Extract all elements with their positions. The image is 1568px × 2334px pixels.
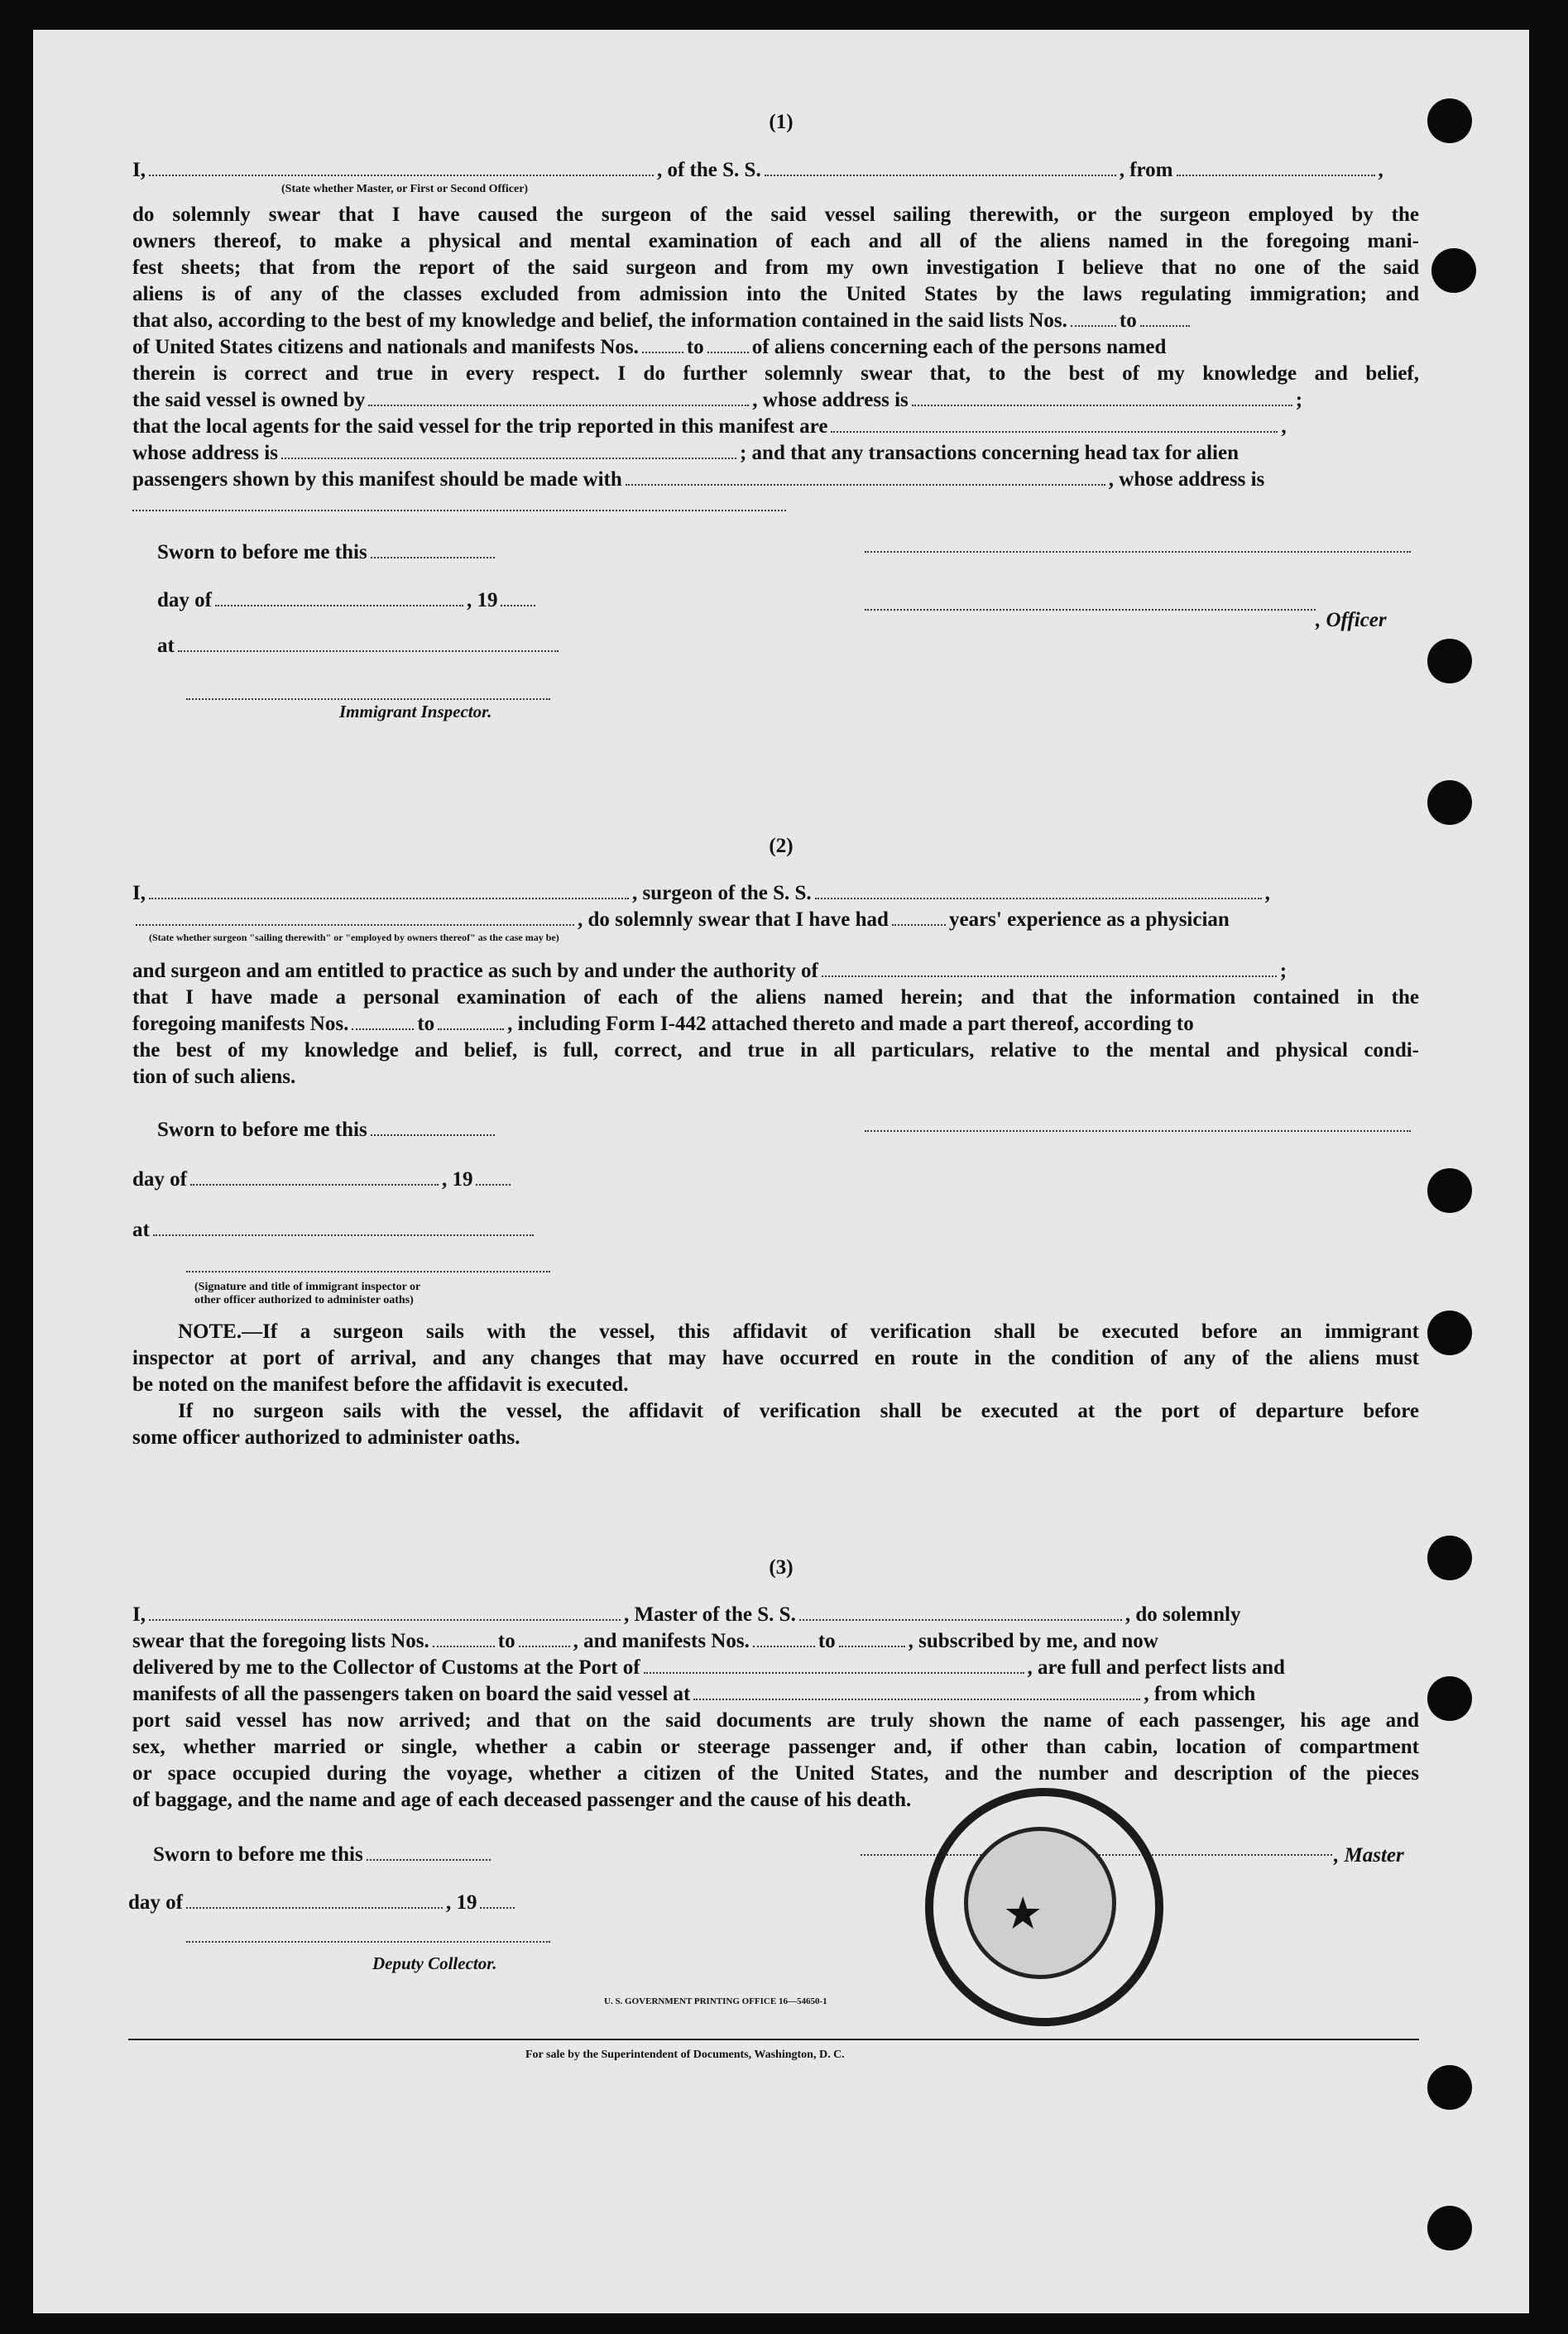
section-2-number: (2) <box>769 835 794 857</box>
section-2-note-line: some officer authorized to administer oaths. <box>132 1426 520 1449</box>
section-1-passengers-line: passengers shown by this manifest should be made with , whose address is <box>132 468 1265 491</box>
section-2-at-line: at <box>132 1219 1419 1242</box>
section-1-owner-line: the said vessel is owned by , whose address is ; <box>132 389 1303 411</box>
section-2-signature-note: (Signature and title of immigrant inspector or <box>194 1281 421 1293</box>
section-1-text-line: do solemnly swear that I have caused the surgeon of the said vessel sailing therewith, or the surgeon employed by the <box>132 204 1419 226</box>
section-2-note-line: be noted on the manifest before the affidavit is executed. <box>132 1373 629 1396</box>
form-page <box>33 30 1529 2313</box>
star-icon: ★ <box>1003 1887 1043 1939</box>
section-3-port-line: delivered by me to the Collector of Customs at the Port of , are full and perfect lists and <box>132 1656 1285 1679</box>
section-2-signature-line <box>865 1130 1411 1132</box>
section-2-surgeon-note: (State whether surgeon "sailing therewith" or "employed by owners thereof" as the case may be) <box>149 932 559 943</box>
section-3-lists-line: swear that the foregoing lists Nos. to , and manifests Nos. to , subscribed by me, and now <box>132 1630 1158 1652</box>
section-1-sworn-line: Sworn to before me this <box>157 541 1444 564</box>
section-2-inspector-signature-line <box>186 1271 550 1272</box>
binder-hole <box>1427 1311 1472 1355</box>
section-1-inspector-signature-line <box>186 698 550 700</box>
section-1-manifests-line: of United States citizens and nationals and manifests Nos. to of aliens concerning each of the persons named <box>132 336 1167 358</box>
binder-hole <box>1427 2206 1472 2250</box>
section-3-text-line: or space occupied during the voyage, whether a citizen of the United States, and the number and description of the pieces <box>132 1762 1419 1785</box>
section-3-master-label: , Master <box>1334 1844 1404 1867</box>
section-1-officer-signature-line <box>865 609 1316 611</box>
section-2-signature-note: other officer authorized to administer oaths) <box>194 1294 414 1306</box>
section-2-note-line: inspector at port of arrival, and any changes that may have occurred en route in the condition of any of the aliens must <box>132 1347 1419 1369</box>
printing-office-line: U. S. GOVERNMENT PRINTING OFFICE 16—54650-1 <box>604 1996 827 2006</box>
section-3-day-line: day of , 19 <box>128 1891 1415 1915</box>
section-2-authority-line: and surgeon and am entitled to practice as such by and under the authority of ; <box>132 960 1287 982</box>
footer-rule <box>128 2039 1419 2040</box>
continued-address-line <box>132 510 786 511</box>
section-1-day-line: day of , 19 <box>157 589 1444 612</box>
section-3-text-line: port said vessel has now arrived; and that on the said documents are truly shown the name of each passenger, his age and <box>132 1709 1419 1732</box>
section-3-deputy-label: Deputy Collector. <box>372 1953 497 1973</box>
section-3-vessel-line: manifests of all the passengers taken on board the said vessel at , from which <box>132 1683 1256 1705</box>
binder-hole <box>1427 2065 1472 2110</box>
for-sale-line: For sale by the Superintendent of Documents, Washington, D. C. <box>525 2049 845 2061</box>
section-3-number: (3) <box>769 1556 794 1579</box>
section-2-sworn-line: Sworn to before me this <box>157 1119 1444 1142</box>
section-2-note-line: NOTE.—If a surgeon sails with the vessel, this affidavit of verification shall be executed before an immigrant <box>178 1320 1419 1343</box>
section-1-text-line: owners thereof, to make a physical and mental examination of each and all of the aliens named in the foregoing mani- <box>132 230 1419 252</box>
section-2-text-line: tion of such aliens. <box>132 1066 296 1088</box>
binder-hole <box>1427 780 1472 825</box>
section-1-text-line: aliens is of any of the classes excluded from admission into the United States by the laws regulating immigration; and <box>132 283 1419 305</box>
section-2-note-line: If no surgeon sails with the vessel, the affidavit of verification shall be executed at the port of departure before <box>178 1400 1419 1422</box>
binder-hole <box>1427 1676 1472 1721</box>
section-3-text-line: of baggage, and the name and age of each deceased passenger and the cause of his death. <box>132 1789 912 1811</box>
section-1-number: (1) <box>769 111 794 133</box>
section-2-surgeon-line: I, , surgeon of the S. S. , <box>132 882 1270 904</box>
section-1-officer-label: , Officer <box>1316 609 1387 631</box>
binder-hole <box>1427 1168 1472 1213</box>
section-1-officer-signature-line <box>865 551 1411 553</box>
section-3-sworn-line: Sworn to before me this <box>153 1843 1440 1867</box>
section-1-lists-line: that also, according to the best of my knowledge and belief, the information contained in the said lists Nos. to <box>132 309 1419 333</box>
section-1-at-line: at <box>157 635 1444 658</box>
section-2-day-line: day of , 19 <box>132 1168 1419 1191</box>
section-1-text-line: therein is correct and true in every respect. I do further solemnly swear that, to the best of my knowledge and belief, <box>132 362 1419 385</box>
section-1-officer-line: I, , of the S. S. , from , <box>132 159 1383 181</box>
section-1-text-line: fest sheets; that from the report of the said surgeon and from my own investigation I believe that no one of the said <box>132 256 1419 279</box>
section-2-foregoing-line: foregoing manifests Nos. to , including Form I-442 attached thereto and made a part thereof, according to <box>132 1013 1194 1035</box>
section-3-text-line: sex, whether married or single, whether a cabin or steerage passenger and, if other than cabin, location of compartment <box>132 1736 1419 1758</box>
section-1-agents-line: that the local agents for the said vessel for the trip reported in this manifest are , <box>132 415 1287 438</box>
section-1-inspector-label: Immigrant Inspector. <box>339 702 492 721</box>
section-3-master-line: I, , Master of the S. S. , do solemnly <box>132 1603 1241 1626</box>
section-2-experience-line: , do solemnly swear that I have had years' experience as a physician <box>132 908 1419 932</box>
section-3-collector-signature-line <box>186 1941 550 1943</box>
section-2-text-line: that I have made a personal examination of each of the aliens named herein; and that the information contained in the <box>132 986 1419 1009</box>
section-2-text-line: the best of my knowledge and belief, is full, correct, and true in all particulars, relative to the mental and physical condi- <box>132 1039 1419 1062</box>
section-1-officer-note: (State whether Master, or First or Second Officer) <box>281 183 529 195</box>
section-1-address-line: whose address is ; and that any transactions concerning head tax for alien <box>132 442 1239 464</box>
binder-hole <box>1431 248 1476 293</box>
